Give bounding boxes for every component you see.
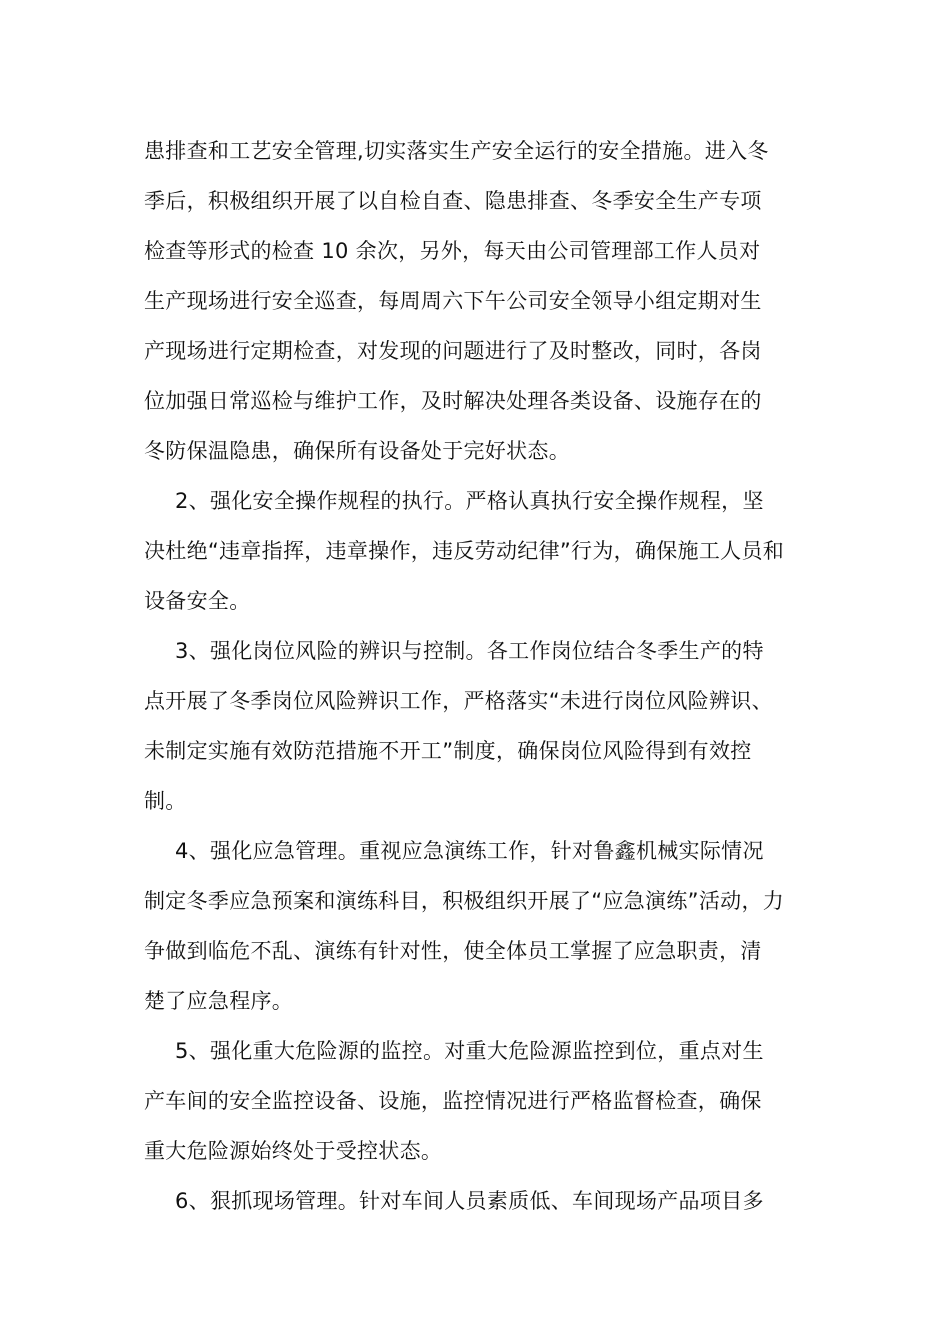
text-line: 重大危险源始终处于受控状态。 [144, 1139, 443, 1163]
paragraph-item-4 [144, 826, 808, 1026]
text-line: 季后，积极组织开展了以自检自查、隐患排查、冬季安全生产专项 [144, 189, 762, 213]
text-line: 2、强化安全操作规程的执行。严格认真执行安全操作规程，坚 [175, 489, 764, 513]
text-line: 患排查和工艺安全管理,切实落实生产安全运行的安全措施。进入冬 [144, 139, 769, 163]
text-line: 未制定实施有效防范措施不开工”制度，确保岗位风险得到有效控 [144, 739, 752, 763]
text-line: 制。 [144, 789, 187, 813]
text-line: 争做到临危不乱、演练有针对性，使全体员工掌握了应急职责，清 [144, 939, 762, 963]
text-line: 6、狠抓现场管理。针对车间人员素质低、车间现场产品项目多 [175, 1189, 764, 1213]
text-line: 生产现场进行安全巡查，每周周六下午公司安全领导小组定期对生 [144, 289, 762, 313]
text-line: 冬防保温隐患，确保所有设备处于完好状态。 [144, 439, 570, 463]
text-line: 位加强日常巡检与维护工作，及时解决处理各类设备、设施存在的 [144, 389, 762, 413]
text-line: 3、强化岗位风险的辨识与控制。各工作岗位结合冬季生产的特 [175, 639, 764, 663]
text-line: 5、强化重大危险源的监控。对重大危险源监控到位，重点对生 [175, 1039, 764, 1063]
paragraph-item-2 [144, 476, 808, 626]
text-line: 点开展了冬季岗位风险辨识工作，严格落实“未进行岗位风险辨识、 [144, 689, 773, 713]
text-line: 产车间的安全监控设备、设施，监控情况进行严格监督检查，确保 [144, 1089, 762, 1113]
text-line: 决杜绝“违章指挥，违章操作，违反劳动纪律”行为，确保施工人员和 [144, 539, 785, 563]
text-line: 设备安全。 [144, 589, 251, 613]
document-body [144, 126, 808, 1226]
text-line: 产现场进行定期检查，对发现的问题进行了及时整改，同时，各岗 [144, 339, 762, 363]
text-line: 楚了应急程序。 [144, 989, 294, 1013]
text-line: 制定冬季应急预案和演练科目，积极组织开展了“应急演练”活动，力 [144, 889, 785, 913]
paragraph-item-5 [144, 1026, 808, 1176]
paragraph-hazard-inspection [144, 126, 808, 476]
paragraph-item-6 [144, 1176, 808, 1226]
text-line: 检查等形式的检查 10 余次，另外，每天由公司管理部工作人员对 [144, 239, 761, 263]
paragraph-item-3 [144, 626, 808, 826]
text-line: 4、强化应急管理。重视应急演练工作，针对鲁鑫机械实际情况 [175, 839, 764, 863]
